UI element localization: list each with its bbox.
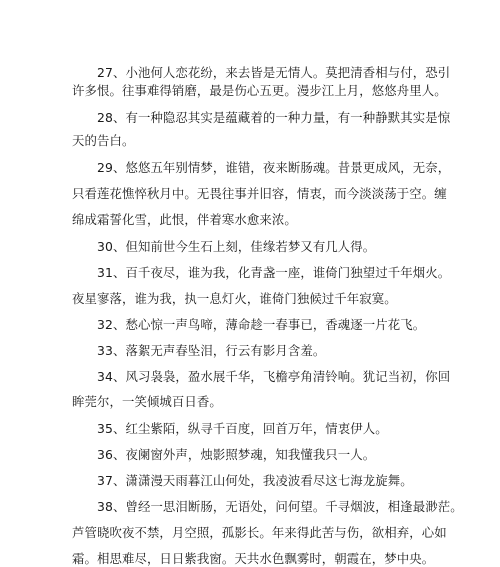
- entry-29-line-2: 只看莲花憔悴秋月中。无畏往事并旧容，情衷，而今淡淡荡于空。缠: [72, 186, 447, 201]
- entry-29-line-3: 绵成霜誓化雪，此恨，伴着寒水愈来浓。: [72, 212, 297, 227]
- entry-32-line-1: 32、愁心惊一声鸟啼，薄命趁一春事已，香魂逐一片花飞。: [97, 317, 426, 332]
- entry-31-line-2: 夜星寥落，谁为我，执一息灯火，谁倚门独候过千年寂寞。: [72, 291, 397, 306]
- entry-29-line-1: 29、悠悠五年别情梦，谁错，夜来断肠魂。昔景更成风，无奈，: [97, 160, 451, 175]
- entry-30-line-1: 30、但知前世今生石上刻，佳缘若梦又有几人得。: [97, 239, 376, 254]
- entry-31-line-1: 31、百千夜尽，谁为我，化青盏一座，谁倚门独望过千年烟火。: [97, 265, 451, 280]
- entry-38-line-3: 霜。相思难尽，日日紫我窗。天共水色飘雾时，朝霞在，梦中央。: [72, 551, 435, 566]
- entry-34-line-1: 34、风习袅袅，盈水展千华，飞檐亭角清铃响。犹记当初，你回: [97, 369, 451, 384]
- entry-27-line-2: 许多恨。往事难得销磨，最是伤心五更。漫步江上月，悠悠舟里人。: [72, 83, 447, 98]
- entry-35-line-1: 35、红尘紫陌，纵寻千百度，回首万年，情衷伊人。: [97, 421, 388, 436]
- entry-27-line-1: 27、小池何人恋花纷，来去皆是无情人。莫把清香相与付，恐引: [97, 65, 451, 80]
- entry-33-line-1: 33、落絮无声春坠泪，行云有影月含羞。: [97, 343, 326, 358]
- entry-34-line-2: 眸莞尔，一笑倾城百日香。: [72, 394, 222, 409]
- entry-37-line-1: 37、潇潇漫天雨暮江山何处，我凌波看尽这七海龙旋舞。: [97, 473, 413, 488]
- entry-38-line-2: 芦管晓吹夜不禁，月空照，孤影长。年来得此苦与伤，欲相弃，心如: [72, 525, 447, 540]
- entry-28-line-1: 28、有一种隐忍其实是蕴藏着的一种力量，有一种静默其实是惊: [97, 110, 451, 125]
- entry-28-line-2: 天的告白。: [72, 133, 135, 148]
- entry-38-line-1: 38、曾经一思泪断肠，无语处，问何望。千寻烟波，相逢最渺茫。: [97, 499, 463, 514]
- entry-36-line-1: 36、夜阑窗外声，烛影照梦魂，知我懂我只一人。: [97, 447, 376, 462]
